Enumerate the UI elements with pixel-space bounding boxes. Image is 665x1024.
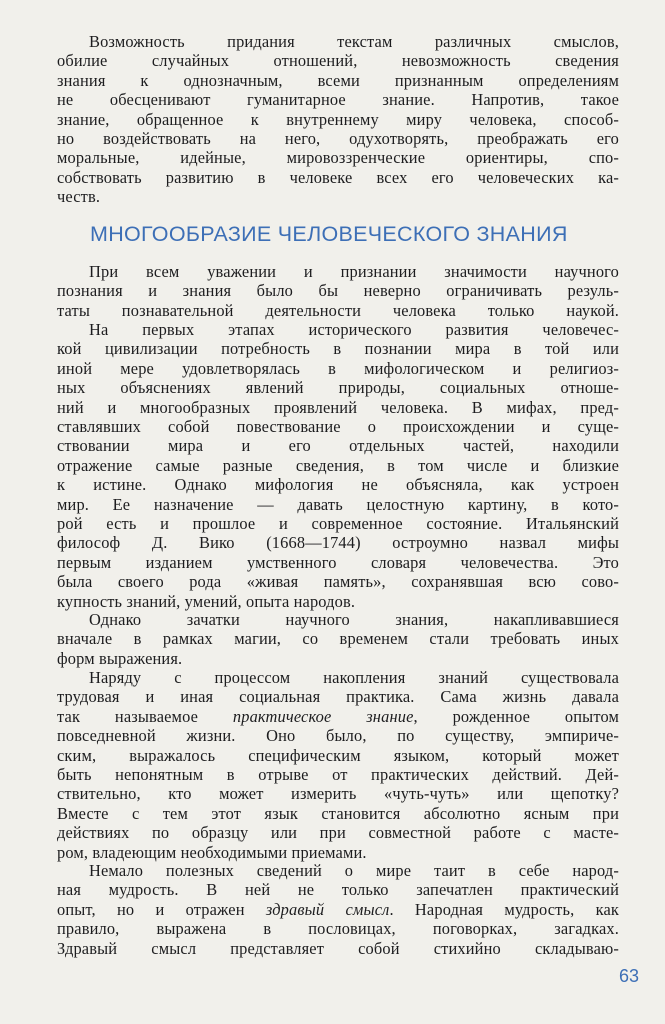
text-line: Немало полезных сведений о мире таит в себе народ-	[89, 861, 619, 880]
text-line: ствовании мира и его отдельных частей, находили	[57, 436, 619, 456]
text-line: форм выражения.	[57, 648, 183, 668]
text-line: ствительно, кто может измерить «чуть-чуть» или щепотку?	[57, 784, 619, 804]
text-line: была своего рода «живая память», сохранявшая всю сово-	[57, 572, 619, 592]
key-term: практическое знание	[232, 706, 414, 726]
text-segment: , рожденное опытом	[413, 706, 619, 726]
text-line: действиях по образцу или при совместной работе с масте-	[57, 823, 619, 843]
text-line: ром, владеющим необходимыми приемами.	[57, 842, 367, 862]
text-line: кой цивилизации потребность в познании мира в той или	[57, 339, 619, 359]
paragraph-5	[57, 861, 619, 958]
text-segment: . Народная мудрость, как	[389, 899, 619, 919]
text-line: При всем уважении и признании значимости научного	[89, 262, 619, 281]
text-line: Возможность придания текстам различных смыслов,	[89, 32, 619, 51]
text-line: таты познавательной деятельности человека только наукой.	[57, 300, 619, 320]
paragraph-1	[57, 262, 619, 320]
text-segment: опыт, но и отражен	[57, 899, 266, 919]
text-line: знание, обращенное к внутреннему миру человека, способ-	[57, 109, 619, 129]
text-line: познания и знания было бы неверно ограничивать резуль-	[57, 281, 619, 301]
text-segment: так называемое	[57, 706, 233, 726]
text-line: купность знаний, умений, опыта народов.	[57, 591, 356, 611]
text-line: не обесценивают гуманитарное знание. Напротив, такое	[57, 90, 619, 110]
text-line: Наряду с процессом накопления знаний существовала	[89, 668, 619, 687]
text-line: собствовать развитию в человеке всех его человеческих ка-	[57, 167, 619, 187]
paragraph-3	[57, 610, 619, 668]
text-line: отражение самые разные сведения, в том числе и близкие	[57, 455, 619, 475]
text-line: повседневной жизни. Оно было, по существу, эмпириче-	[57, 726, 619, 746]
text-line: философ Д. Вико (1668—1744) остроумно назвал мифы	[57, 533, 619, 553]
text-line-with-term	[57, 900, 619, 919]
text-line: ная мудрость. В ней не только запечатлен практический	[57, 880, 619, 900]
section-heading: МНОГООБРАЗИЕ ЧЕЛОВЕЧЕСКОГО ЗНАНИЯ	[90, 222, 568, 246]
text-line: трудовая и иная социальная практика. Сама жизнь давала	[57, 687, 619, 707]
text-line: но воздействовать на него, одухотворять, преображать его	[57, 129, 619, 149]
text-line: честв.	[57, 187, 101, 207]
text-line: ставлявших собой повествование о происхождении и суще-	[57, 417, 619, 437]
paragraph-2	[57, 320, 619, 611]
text-line: ний и многообразных проявлений человека. В мифах, пред-	[57, 397, 619, 417]
text-line: к истине. Однако мифология не объясняла, как устроен	[57, 475, 619, 495]
paragraph-4	[57, 668, 619, 862]
text-line: иной мере удовлетворялась в мифологическом и религиоз-	[57, 358, 619, 378]
text-line: знания к однозначным, всеми признанным определениям	[57, 70, 619, 90]
text-line: ским, выражалось специфическим языком, который может	[57, 745, 619, 765]
text-line: вначале в рамках магии, со временем стали требовать иных	[57, 629, 619, 649]
text-line-with-term	[57, 707, 619, 726]
text-line: Вместе с тем этот язык становится абсолютно ясным при	[57, 803, 619, 823]
text-line: Однако зачатки научного знания, накапливавшиеся	[89, 610, 619, 629]
text-line: первым изданием умственного словаря человечества. Это	[57, 552, 619, 572]
text-line: На первых этапах исторического развития человечес-	[89, 320, 619, 339]
text-line: Здравый смысл представляет собой стихийно складываю-	[57, 938, 619, 958]
text-line: ных объяснениях явлений природы, социальных отноше-	[57, 378, 619, 398]
text-line: моральные, идейные, мировоззренческие ориентиры, спо-	[57, 148, 619, 168]
text-line: быть непонятным в отрыве от практических действий. Дей-	[57, 765, 619, 785]
text-line: мир. Ее назначение — давать целостную картину, в кото-	[57, 494, 619, 514]
intro-paragraph	[57, 32, 619, 207]
key-term: здравый смысл	[265, 899, 390, 919]
text-line: правило, выражена в пословицах, поговорках, загадках.	[57, 919, 619, 939]
text-line: обилие случайных отношений, невозможность сведения	[57, 51, 619, 71]
page-number: 63	[618, 966, 639, 986]
text-line: рой есть и прошлое и современное состояние. Итальянский	[57, 514, 619, 534]
